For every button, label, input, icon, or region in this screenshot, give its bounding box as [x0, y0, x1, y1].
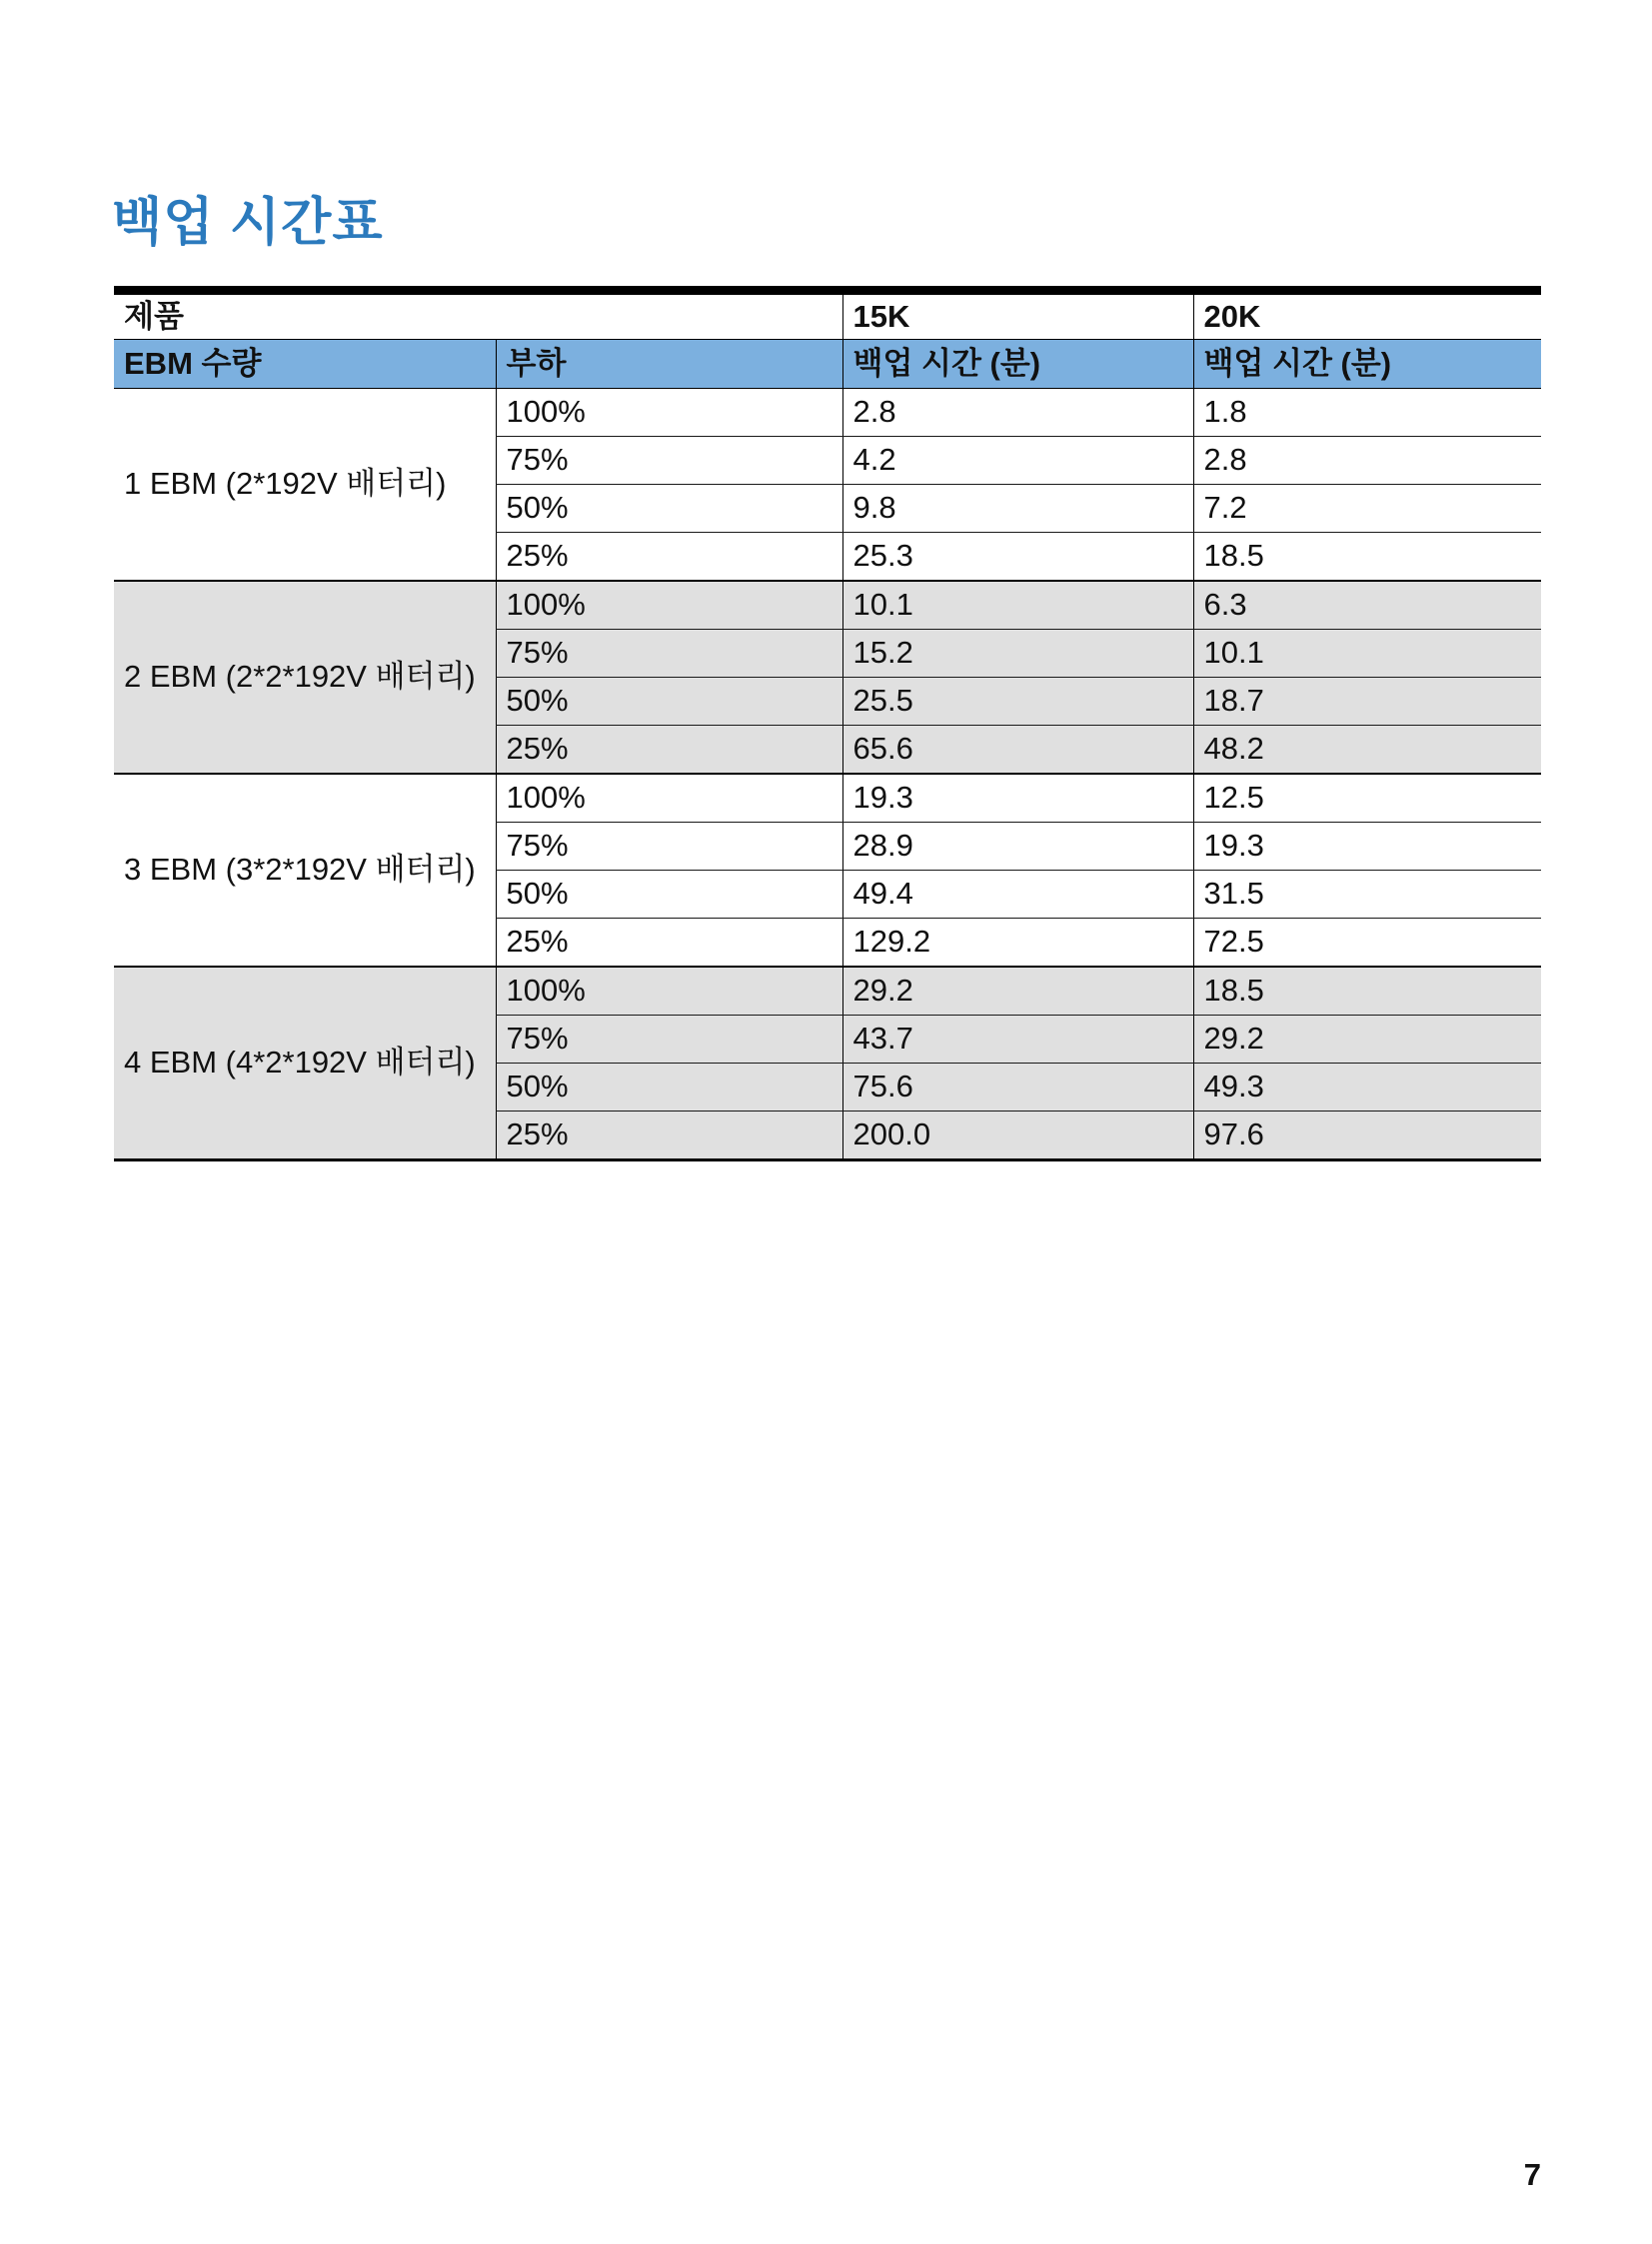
time-20k-cell: 2.8	[1193, 437, 1541, 485]
time-15k-cell: 75.6	[842, 1064, 1193, 1112]
time-20k-cell: 18.7	[1193, 678, 1541, 726]
header-ebm-qty-cell: EBM 수량	[114, 340, 496, 389]
time-20k-cell: 1.8	[1193, 389, 1541, 437]
header-backup-time-20k-cell: 백업 시간 (분)	[1193, 340, 1541, 389]
header-15k-cell: 15K	[842, 291, 1193, 340]
time-20k-cell: 7.2	[1193, 485, 1541, 533]
table-header-product-row	[114, 291, 1541, 340]
load-cell: 25%	[496, 919, 842, 968]
table-row	[114, 774, 1541, 823]
load-cell: 75%	[496, 630, 842, 678]
table-row	[114, 389, 1541, 437]
time-15k-cell: 4.2	[842, 437, 1193, 485]
load-cell: 75%	[496, 437, 842, 485]
time-20k-cell: 29.2	[1193, 1016, 1541, 1064]
backup-table-container	[114, 286, 1541, 1161]
load-cell: 100%	[496, 967, 842, 1016]
time-15k-cell: 129.2	[842, 919, 1193, 968]
time-20k-cell: 10.1	[1193, 630, 1541, 678]
load-cell: 50%	[496, 485, 842, 533]
time-15k-cell: 25.5	[842, 678, 1193, 726]
group-label-2ebm: 2 EBM (2*2*192V 배터리)	[114, 581, 496, 774]
time-15k-cell: 43.7	[842, 1016, 1193, 1064]
time-20k-cell: 97.6	[1193, 1112, 1541, 1160]
time-20k-cell: 48.2	[1193, 726, 1541, 775]
time-20k-cell: 31.5	[1193, 871, 1541, 919]
time-15k-cell: 25.3	[842, 533, 1193, 582]
page-title: 백업 시간표	[112, 194, 384, 252]
time-15k-cell: 10.1	[842, 581, 1193, 630]
time-20k-cell: 18.5	[1193, 967, 1541, 1016]
backup-time-table	[114, 286, 1541, 1161]
group-label-3ebm: 3 EBM (3*2*192V 배터리)	[114, 774, 496, 967]
time-15k-cell: 28.9	[842, 823, 1193, 871]
load-cell: 75%	[496, 823, 842, 871]
header-20k-cell: 20K	[1193, 291, 1541, 340]
table-subheader-row	[114, 340, 1541, 389]
time-15k-cell: 65.6	[842, 726, 1193, 775]
page-number: 7	[1523, 2157, 1541, 2192]
time-15k-cell: 9.8	[842, 485, 1193, 533]
load-cell: 50%	[496, 871, 842, 919]
header-backup-time-15k-cell: 백업 시간 (분)	[842, 340, 1193, 389]
table-row	[114, 967, 1541, 1016]
load-cell: 50%	[496, 1064, 842, 1112]
time-20k-cell: 6.3	[1193, 581, 1541, 630]
time-20k-cell: 18.5	[1193, 533, 1541, 582]
load-cell: 25%	[496, 726, 842, 775]
time-20k-cell: 19.3	[1193, 823, 1541, 871]
group-label-1ebm: 1 EBM (2*192V 배터리)	[114, 389, 496, 582]
time-15k-cell: 29.2	[842, 967, 1193, 1016]
table-row	[114, 581, 1541, 630]
load-cell: 50%	[496, 678, 842, 726]
load-cell: 25%	[496, 1112, 842, 1160]
load-cell: 100%	[496, 581, 842, 630]
header-load-cell: 부하	[496, 340, 842, 389]
time-20k-cell: 49.3	[1193, 1064, 1541, 1112]
time-20k-cell: 72.5	[1193, 919, 1541, 968]
load-cell: 25%	[496, 533, 842, 582]
time-15k-cell: 19.3	[842, 774, 1193, 823]
load-cell: 100%	[496, 774, 842, 823]
time-15k-cell: 49.4	[842, 871, 1193, 919]
time-20k-cell: 12.5	[1193, 774, 1541, 823]
load-cell: 75%	[496, 1016, 842, 1064]
time-15k-cell: 200.0	[842, 1112, 1193, 1160]
header-product-cell: 제품	[124, 298, 184, 334]
load-cell: 100%	[496, 389, 842, 437]
time-15k-cell: 2.8	[842, 389, 1193, 437]
time-15k-cell: 15.2	[842, 630, 1193, 678]
group-label-4ebm: 4 EBM (4*2*192V 배터리)	[114, 967, 496, 1160]
